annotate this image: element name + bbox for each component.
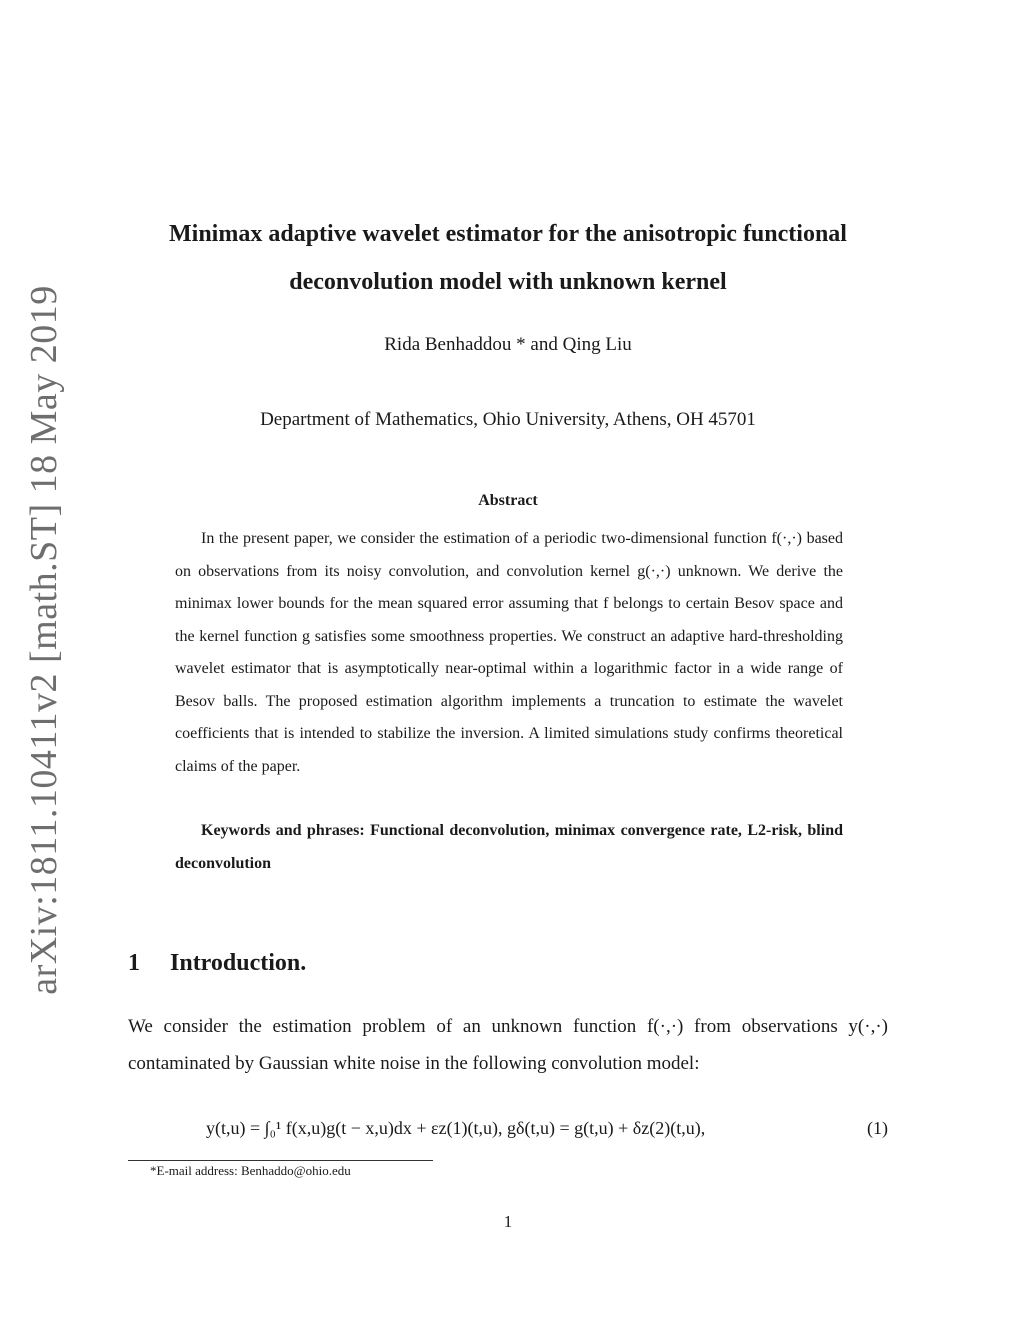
intro-paragraph: We consider the estimation problem of an unknown function f(·,·) from observations y(·,·) contaminated by Gaussian white noise in the following convolution model:	[128, 1016, 888, 1074]
authors: Rida Benhaddou * and Qing Liu	[384, 334, 632, 355]
page-number: 1	[503, 1212, 513, 1231]
affiliation: Department of Mathematics, Ohio University, Athens, OH 45701	[260, 409, 756, 430]
section-number: 1	[128, 950, 140, 976]
abstract-heading: Abstract	[478, 492, 538, 509]
footnote: *E-mail address: Benhaddo@ohio.edu	[150, 1163, 351, 1178]
paper-title: Minimax adaptive wavelet estimator for the anisotropic functional deconvolution model with unknown kernel	[169, 221, 847, 295]
section-heading	[128, 950, 306, 977]
arxiv-stamp: arXiv:1811.10411v2 [math.ST] 18 May 2019	[23, 285, 65, 995]
equation-body: y(t,u) = ∫₀¹ f(x,u)g(t − x,u)dx + εz(1)(t,u), gδ(t,u) = g(t,u) + δz(2)(t,u),	[206, 1118, 706, 1138]
section-title: Introduction.	[170, 950, 307, 976]
footnote-rule	[128, 1160, 433, 1161]
abstract-body: In the present paper, we consider the estimation of a periodic two-dimensional function f(·,·) based on observations from its noisy convolution, and convolution kernel g(·,·) unknown. We derive the minimax lower bounds for the mean squared error assuming that f belongs to certain Besov space and the kernel function g satisfies some smoothness properties. We construct an adaptive hard-thresholding wavelet estimator that is asymptotically near-optimal within a logarithmic factor in a wide range of Besov balls. The proposed estimation algorithm implements a truncation to estimate the wavelet coefficients that is intended to stabilize the inversion. A limited simulations study confirms theoretical claims of the paper.	[175, 530, 843, 775]
equation-number: (1)	[867, 1118, 888, 1138]
equation-1	[128, 1108, 888, 1158]
keywords: Keywords and phrases: Functional deconvolution, minimax convergence rate, L2-risk, blind deconvolution	[175, 822, 843, 872]
